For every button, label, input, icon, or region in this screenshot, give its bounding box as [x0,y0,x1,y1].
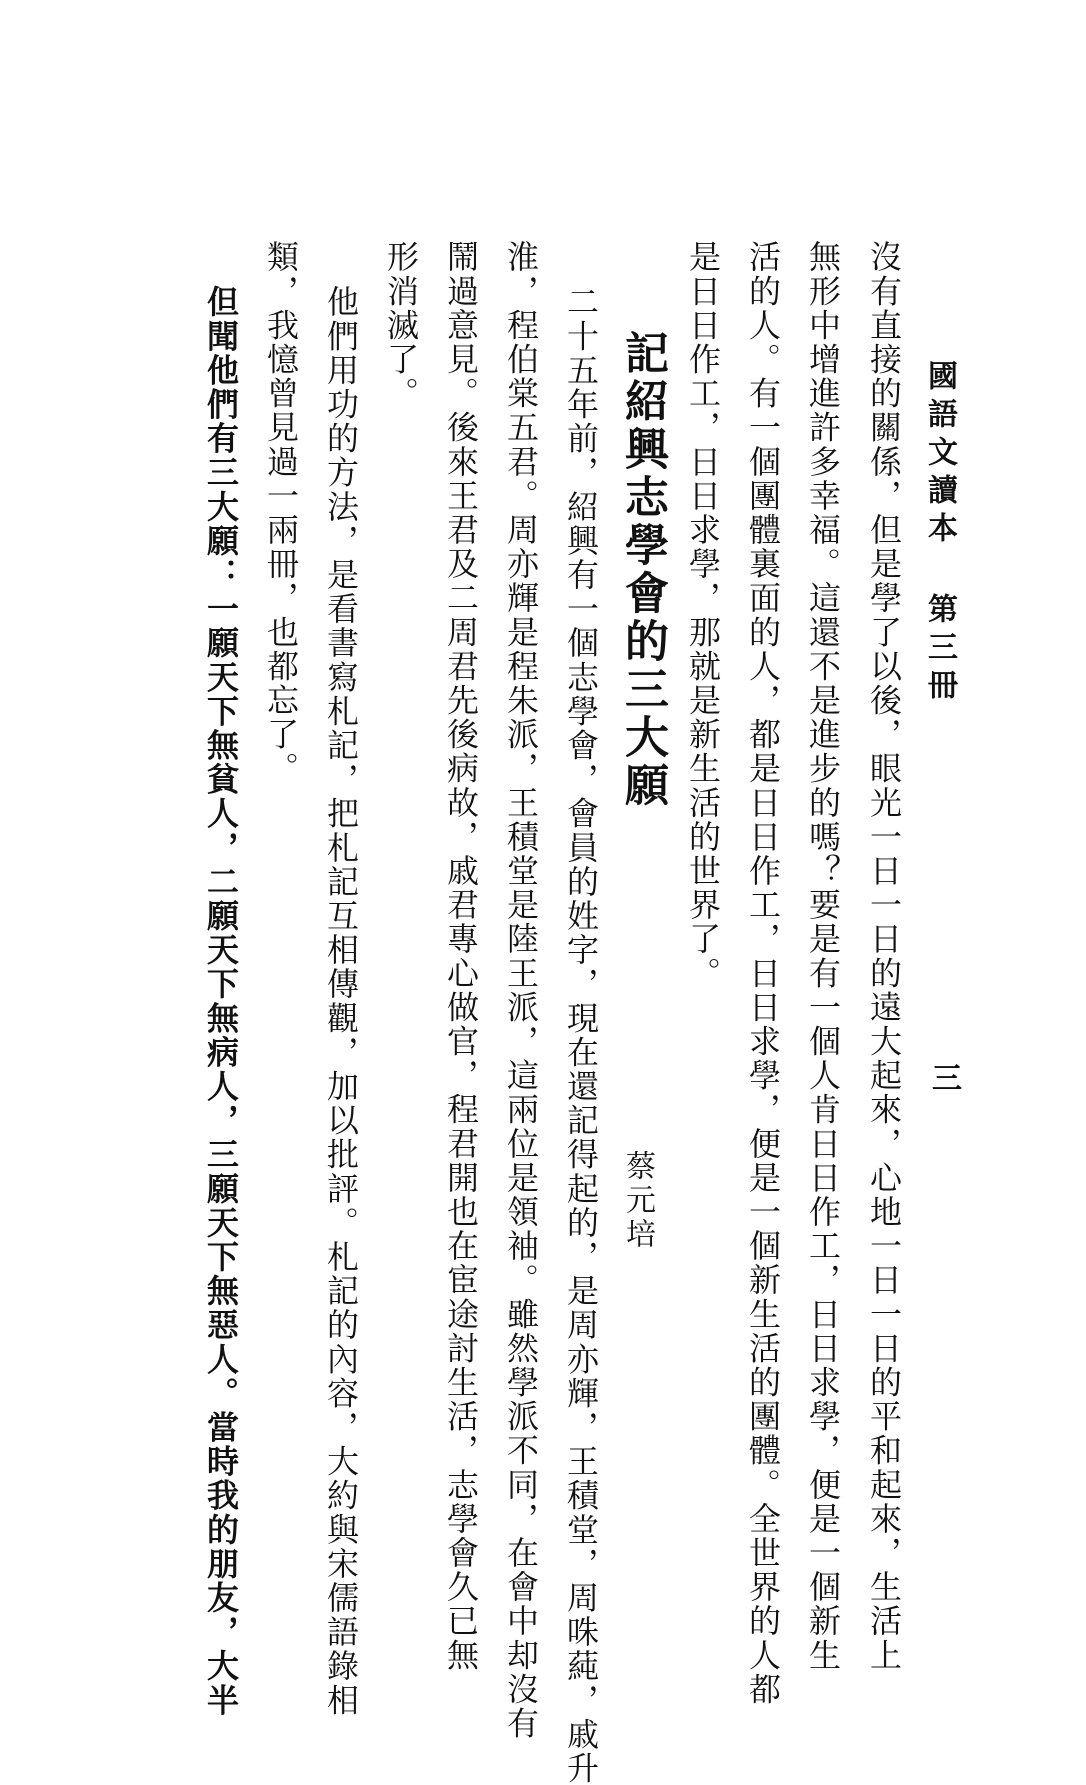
article-author: 蔡元培 [620,1150,655,1252]
text-column-2: 無形中增進許多幸福。這還不是進步的嗎？要是有一個人肯日日作工，日日求學，便是一個新生 [804,240,842,1673]
text-column-7: 鬧過意見。後來王君及二周君先後病故，戚君專心做官，程君開也在宦途討生活，志學會久已無 [442,240,480,1673]
running-header: 國語文讀本 第三冊 [922,360,957,707]
article-title: 記紹興志學會的三大願 [617,330,668,810]
text-column-10: 類，我憶曾見過一兩冊，也都忘了。 [262,240,300,786]
text-column-6: 淮，程伯棠五君。周亦輝是程朱派，王積堂是陸王派，這兩位是領袖。雖然學派不同，在會中却沒有 [502,240,540,1741]
text-column-9: 他們用功的方法，是看書寫札記，把札記互相傳觀，加以批評。札記的內容，大約與宋儒語錄相 [322,285,360,1718]
page-number: 三 [926,1062,961,1095]
text-column-1: 沒有直接的關係，但是學了以後，眼光一日一日的遠大起來，心地一日一日的平和起來，生活上 [865,240,903,1673]
text-column-5: 二十五年前，紹興有一個志學會，會員的姓字，現在還記得起的，是周亦輝，王積堂，周咮蒓，戚升 [562,285,600,1785]
text-column-11: 但聞他們有三大願：一願天下無貧人，二願天下無病人，三願天下無惡人。當時我的朋友，大半 [202,285,240,1718]
text-column-4: 是日日作工，日日求學，那就是新生活的世界了。 [684,240,722,991]
text-column-8: 形消滅了。 [382,240,420,411]
text-column-3: 活的人。有一個團體裏面的人，都是日日作工，日日求學，便是一個新生活的團體。全世界的人都 [744,240,782,1707]
